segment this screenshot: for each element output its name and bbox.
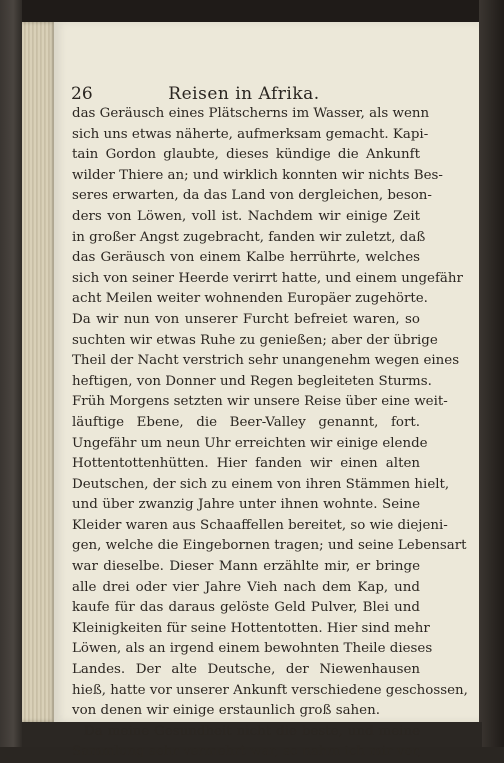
text-line: Hottentottenhütten. Hier fanden wir einen alten: [72, 456, 420, 472]
text-line: acht Meilen weiter wohnenden Europäer zugehörte.: [72, 291, 428, 307]
text-line: wilder Thiere an; und wirklich konnten wir nichts Bes-: [72, 167, 443, 183]
text-line: gen, welche die Eingebornen tragen; und seine Lebensart: [72, 538, 467, 554]
text-line: alle drei oder vier Jahre Vieh nach dem Kap, und: [72, 579, 420, 595]
text-line: und über zwanzig Jahre unter ihnen wohnte. Seine: [72, 497, 420, 513]
text-line: Kleinigkeiten für seine Hottentotten. Hier sind mehr: [72, 620, 430, 636]
text-line: war dieselbe. Dieser Mann erzählte mir, er bringe: [72, 559, 420, 575]
text-line: Da wir nun von unserer Furcht befreiet waren, so: [72, 311, 420, 327]
text-line: seres erwarten, da das Land von dergleichen, beson-: [72, 188, 432, 204]
text-line: Ungefähr um neun Uhr erreichten wir einige elende: [72, 435, 428, 451]
text-line: Löwen, als an irgend einem bewohnten Theile dieses: [72, 641, 433, 657]
body-text: [72, 104, 468, 763]
text-line: Früh Morgens setzten wir unsere Reise über eine weit-: [72, 394, 448, 410]
text-line: sich uns etwas näherte, aufmerksam gemacht. Kapi-: [72, 126, 429, 142]
text-line: Deutschen, der sich zu einem von ihren Stämmen hielt,: [72, 476, 450, 492]
text-line: das Geräusch eines Plätscherns im Wasser, als wenn: [72, 106, 430, 121]
text-line: heftigen, von Donner und Regen begleiteten Sturms.: [72, 373, 432, 389]
text-line: hieß, hatte vor unserer Ankunft verschiedene geschossen,: [72, 682, 468, 698]
text-line: kaufe für das daraus gelöste Geld Pulver, Blei und: [72, 600, 420, 616]
text-line: von denen wir einige erstaunlich groß sahen.: [72, 703, 380, 719]
text-line: das Geräusch von einem Kalbe herrührte, welches: [72, 250, 420, 266]
scan-background-right: [479, 0, 504, 747]
text-line: Theil der Nacht verstrich sehr unangenehm wegen eines: [72, 353, 460, 369]
text-line: in großer Angst zugebracht, fanden wir zuletzt, daß: [72, 229, 426, 245]
text-line: Sammlung sehr vermehrt war, so nahm ich mir vor,: [72, 744, 422, 760]
page-number: 26: [71, 84, 93, 104]
text-line: läuftige Ebene, die Beer-Valley genannt, fort.: [72, 414, 420, 430]
page-edges: [22, 22, 56, 722]
text-line: Da meine Gesundheit nicht die beste, und meine: [84, 723, 420, 739]
text-line: sich von seiner Heerde verirrt hatte, und einem ungefähr: [72, 270, 463, 286]
text-line: suchten wir etwas Ruhe zu genießen; aber der übrige: [72, 332, 438, 348]
text-line: Landes. Der alte Deutsche, der Niewenhausen: [72, 662, 420, 678]
text-line: tain Gordon glaubte, dieses kündige die Ankunft: [72, 147, 420, 163]
text-line: Kleider waren aus Schaaffellen bereitet, so wie diejeni-: [72, 517, 448, 533]
running-title: Reisen in Afrika.: [168, 84, 320, 104]
binding-board: [0, 0, 22, 747]
text-line: ders von Löwen, voll ist. Nachdem wir einige Zeit: [72, 208, 420, 224]
